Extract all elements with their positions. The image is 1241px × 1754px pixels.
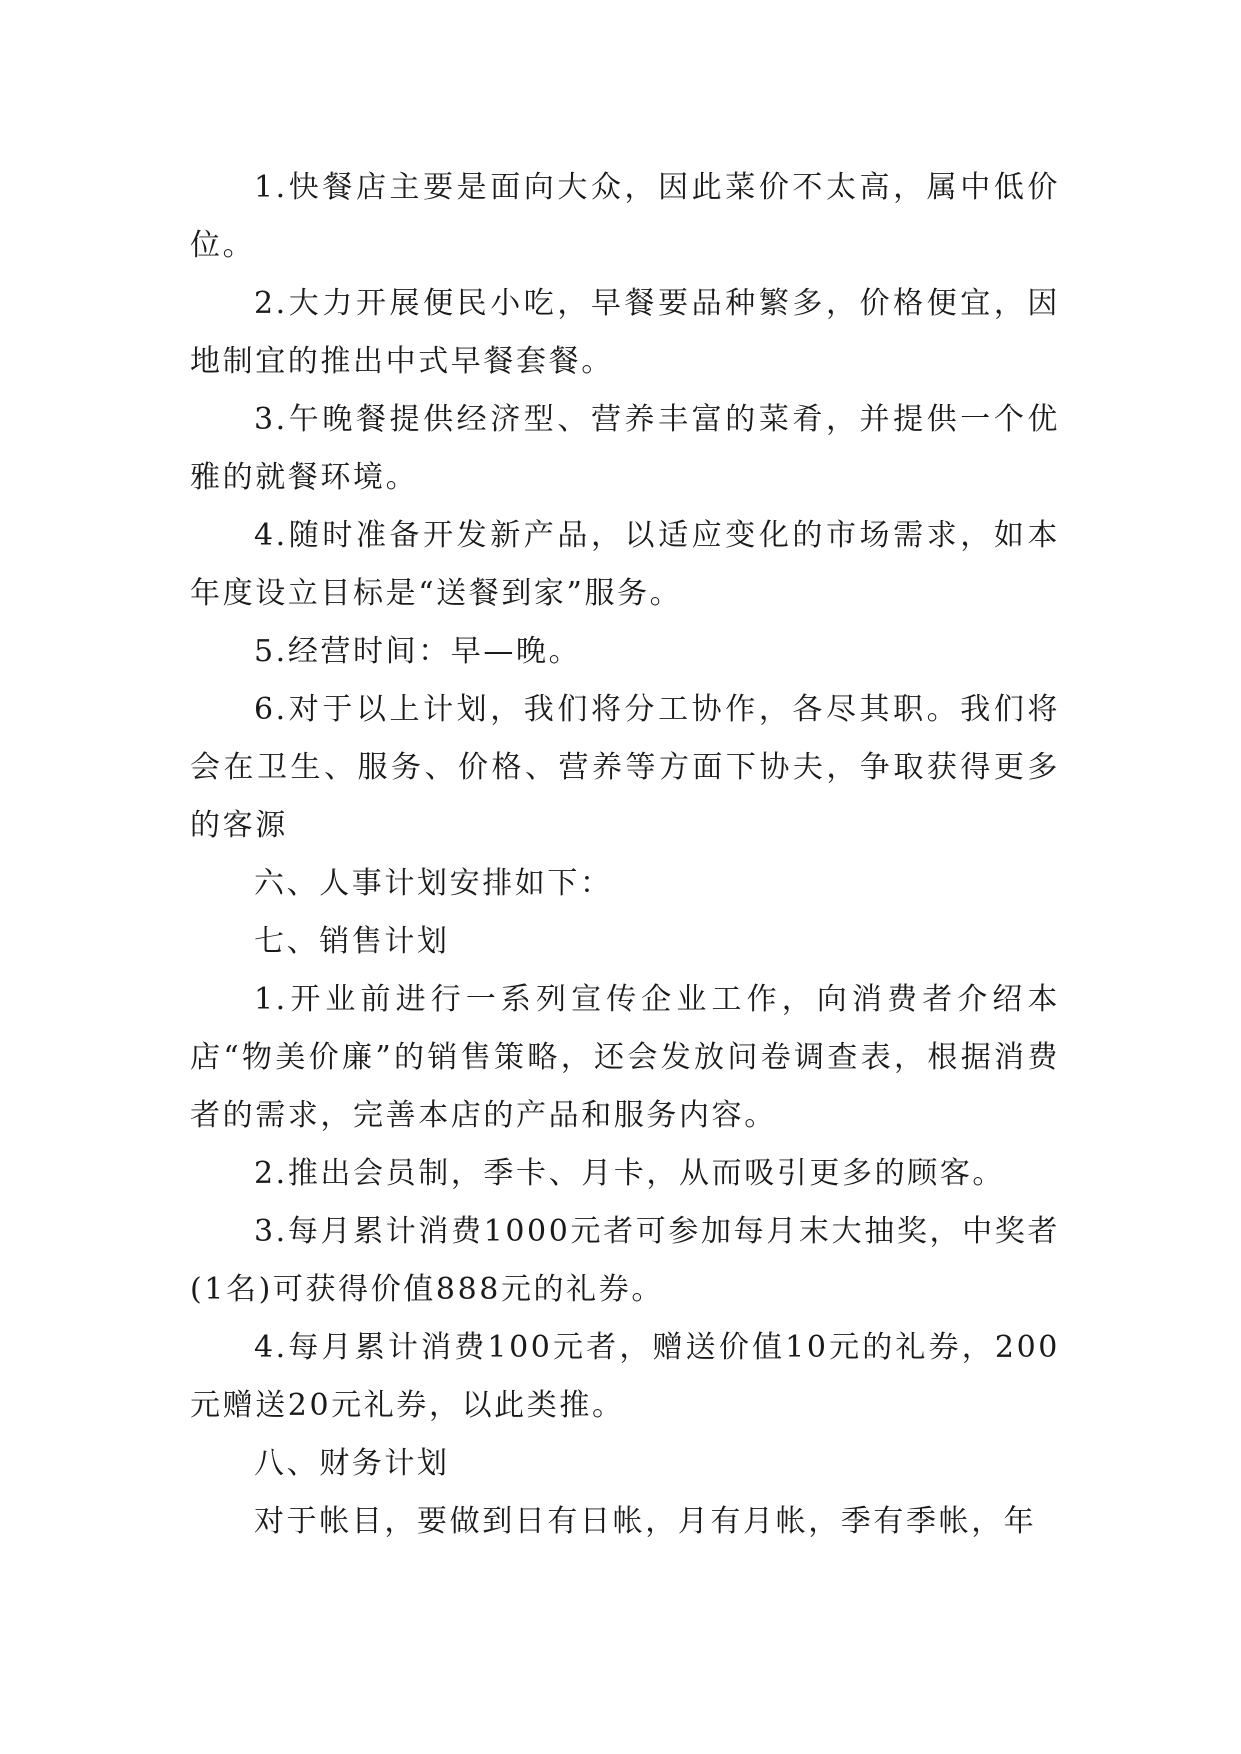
paragraph-promotion: 1.开业前进行一系列宣传企业工作，向消费者介绍本店“物美价廉”的销售策略，还会发放问卷调查表，根据消费者的需求，完善本店的产品和服务内容。: [190, 982, 1060, 1133]
paragraph-business-hours: 5.经营时间：早—晚。: [254, 634, 582, 669]
paragraph-lunch-dinner: 3.午晚餐提供经济型、营养丰富的菜肴，并提供一个优雅的就餐环境。: [190, 402, 1060, 495]
paragraph-pricing: 1.快餐店主要是面向大众，因此菜价不太高，属中低价位。: [190, 170, 1060, 263]
paragraph-lottery: 3.每月累计消费1000元者可参加每月末大抽奖，中奖者(1名)可获得价值888元的礼券。: [190, 1214, 1060, 1307]
heading-sales-plan: 七、销售计划: [254, 924, 450, 959]
paragraph-accounts: 对于帐目，要做到日有日帐，月有月帐，季有季帐，年: [254, 1504, 1037, 1539]
paragraph-new-products: 4.随时准备开发新产品，以适应变化的市场需求，如本年度设立目标是“送餐到家”服务。: [190, 518, 1060, 611]
document-body: [190, 159, 1060, 1551]
paragraph-cooperation: 6.对于以上计划，我们将分工协作，各尽其职。我们将会在卫生、服务、价格、营养等方面下协夫，争取获得更多的客源: [190, 692, 1060, 843]
paragraph-membership: 2.推出会员制，季卡、月卡，从而吸引更多的顾客。: [254, 1156, 1006, 1191]
paragraph-vouchers: 4.每月累计消费100元者，赠送价值10元的礼券，200元赠送20元礼券，以此类推。: [190, 1330, 1060, 1423]
heading-personnel-plan: 六、人事计划安排如下：: [254, 866, 613, 901]
heading-finance-plan: 八、财务计划: [254, 1446, 450, 1481]
paragraph-breakfast: 2.大力开展便民小吃，早餐要品种繁多，价格便宜，因地制宜的推出中式早餐套餐。: [190, 286, 1060, 379]
